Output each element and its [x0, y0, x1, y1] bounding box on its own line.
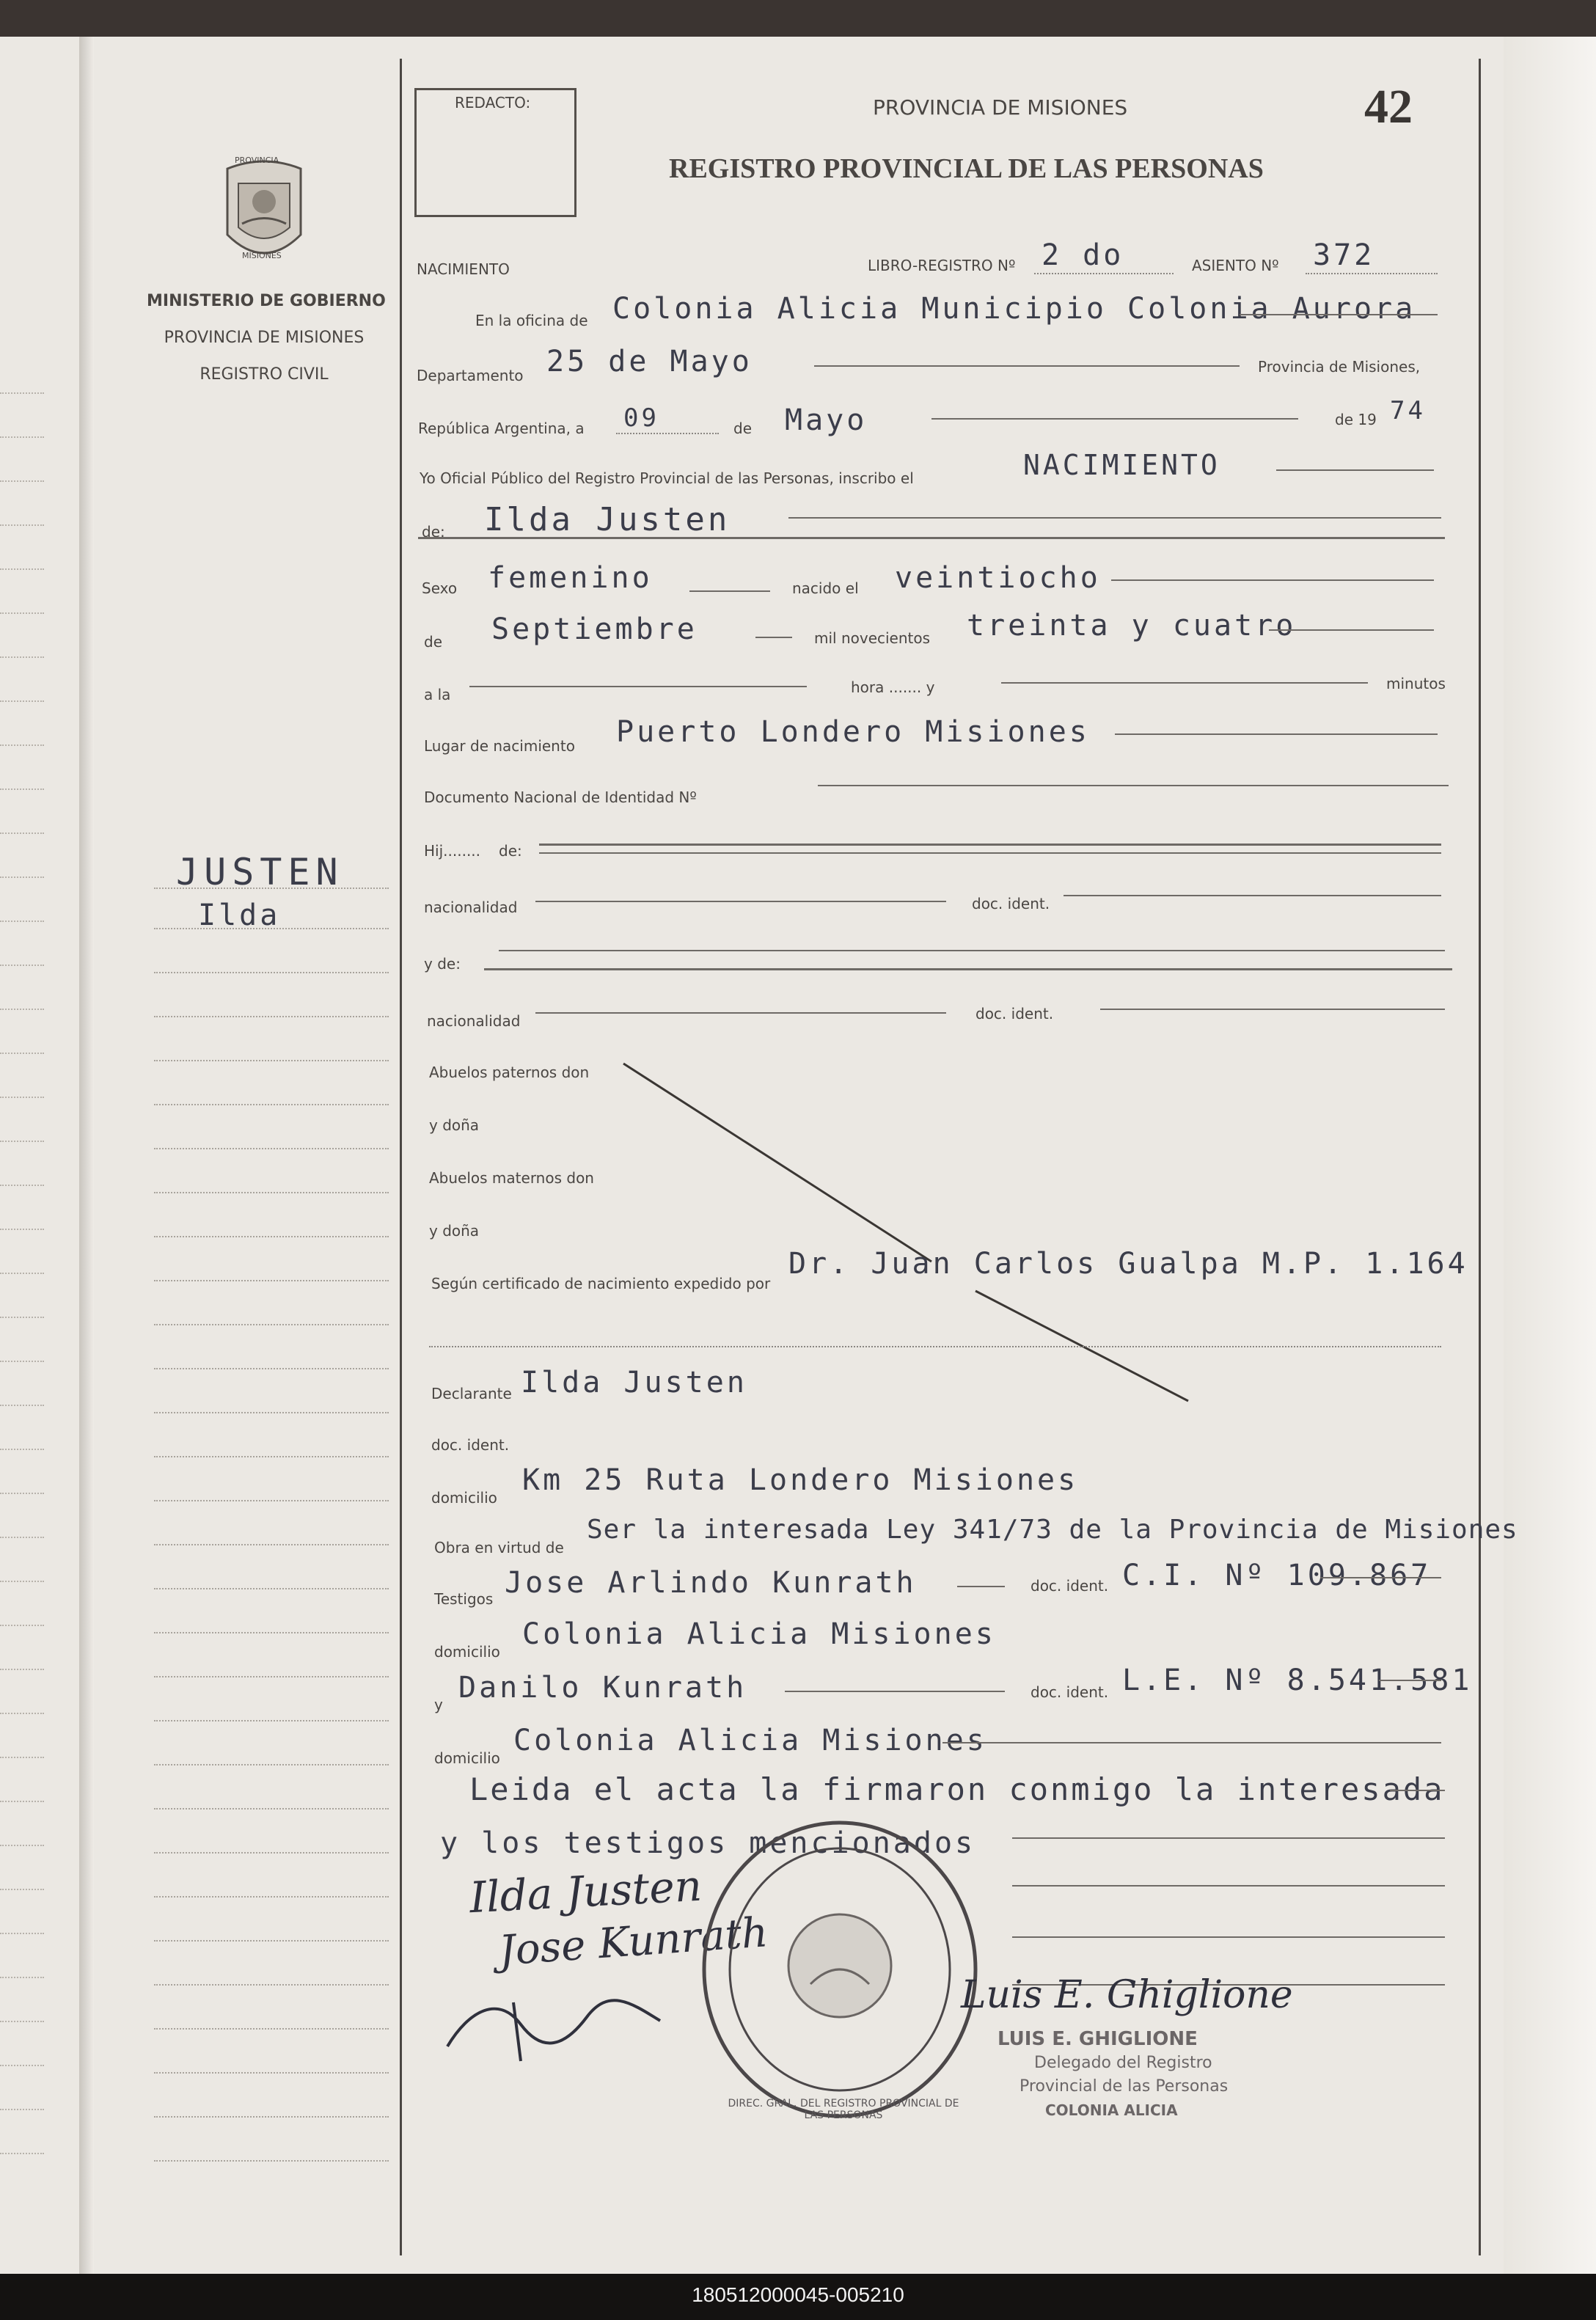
asiento-value: 372: [1313, 238, 1375, 272]
testigo1-domicilio-label: domicilio: [434, 1643, 500, 1661]
declarante-domicilio-value: Km 25 Ruta Londero Misiones: [522, 1463, 1079, 1497]
left-page-lines: [0, 0, 79, 2274]
registry-oval-seal: [693, 1815, 986, 2123]
nacionalidad-label-2: nacionalidad: [427, 1012, 521, 1030]
margin-surname: JUSTEN: [176, 851, 344, 893]
testigo1-doc-label: doc. ident.: [1031, 1577, 1109, 1595]
stamp-place: COLONIA ALICIA: [1045, 2101, 1178, 2119]
footer-image-id: 180512000045-005210: [692, 2283, 904, 2306]
doc-ident-label: doc. ident.: [972, 895, 1050, 912]
documento-label: Documento Nacional de Identidad Nº: [424, 788, 697, 806]
redacto-label: REDACTO:: [455, 94, 531, 111]
republica-label: República Argentina, a: [418, 420, 585, 437]
y-dona-label-2: y doña: [429, 1222, 480, 1240]
testigo2-value: Danilo Kunrath: [458, 1671, 747, 1705]
testigo2-domicilio-value: Colonia Alicia Misiones: [513, 1724, 987, 1757]
libro-value: 2 do: [1042, 238, 1124, 272]
anio-value: 74: [1390, 396, 1426, 425]
ministry-province: PROVINCIA DE MISIONES: [164, 329, 365, 347]
stamp-office: Provincial de las Personas: [1020, 2077, 1229, 2096]
seal-label-bottom: MISIONES: [242, 251, 282, 260]
margin-given-name: Ilda: [198, 899, 281, 932]
abuelos-paternos-label: Abuelos paternos don: [429, 1064, 590, 1081]
certificado-value: Dr. Juan Carlos Gualpa M.P. 1.164: [788, 1247, 1468, 1281]
y-label: y: [434, 1696, 443, 1713]
oficina-label: En la oficina de: [475, 312, 588, 329]
minutos-label: minutos: [1386, 675, 1446, 692]
libro-label: LIBRO-REGISTRO Nº: [868, 257, 1016, 274]
signature-testigo: Jose Kunrath: [497, 1909, 770, 1975]
signature-interesada: Ilda Justen: [468, 1860, 703, 1923]
testigo2-doc-value: L.E. Nº 8.541.581: [1122, 1664, 1473, 1697]
right-page-edge: [1504, 37, 1596, 2274]
official-signature: Luis E. Ghiglione: [961, 1973, 1293, 2017]
page-number: 42: [1364, 80, 1413, 133]
ministry-title: MINISTERIO DE GOBIERNO: [147, 292, 386, 310]
mil-label: mil novecientos: [814, 629, 931, 647]
declarante-doc-label: doc. ident.: [431, 1436, 510, 1454]
y-de-label: y de:: [424, 955, 461, 973]
certificado-label: Según certificado de nacimiento expedido por: [431, 1275, 771, 1292]
mes-value: Mayo: [785, 403, 868, 437]
oval-seal-text: DIREC. GRAL. DEL REGISTRO PROVINCIAL DE LAS PERSONAS: [728, 2098, 959, 2121]
book-spine-gutter: [79, 37, 94, 2274]
departamento-value: 25 de Mayo: [546, 345, 753, 378]
nombre-value: Ilda Justen: [484, 501, 731, 538]
closing-line-1: Leida el acta la firmaron conmigo la interesada: [469, 1771, 1445, 1807]
testigo1-doc-value: C.I. Nº 109.867: [1122, 1559, 1432, 1592]
stamp-name: LUIS E. GHIGLIONE: [997, 2028, 1198, 2050]
oficial-text: Yo Oficial Público del Registro Provincial de las Personas, inscribo el: [420, 469, 914, 487]
doc-ident-label-2: doc. ident.: [975, 1005, 1054, 1022]
oficina-value: Colonia Alicia Municipio Colonia Aurora: [612, 292, 1416, 326]
nacido-dia-value: veintiocho: [895, 561, 1101, 595]
hij-de-label: de:: [499, 842, 522, 860]
declarante-label: Declarante: [431, 1385, 512, 1402]
nacido-mes-value: Septiembre: [491, 612, 698, 646]
record-type-label: NACIMIENTO: [417, 260, 510, 278]
inscribe-value: NACIMIENTO: [1023, 449, 1220, 481]
province-title: PROVINCIA DE MISIONES: [873, 95, 1128, 120]
sexo-value: femenino: [488, 561, 653, 595]
de-label-2: de: [424, 633, 442, 651]
closing-line-2: y los testigos mencionados: [440, 1826, 976, 1860]
hij-label: Hij........: [424, 842, 481, 860]
cancellation-strike: [609, 1056, 1196, 1408]
provincia-label: Provincia de Misiones,: [1258, 358, 1421, 376]
departamento-label: Departamento: [417, 367, 524, 384]
seal-label-top: PROVINCIA: [235, 155, 279, 165]
nacido-label: nacido el: [792, 579, 859, 597]
nacido-anio-value: treinta y cuatro: [967, 609, 1297, 643]
sexo-label: Sexo: [422, 579, 458, 597]
stamp-title: Delegado del Registro: [1034, 2054, 1212, 2072]
a-la-label: a la: [424, 686, 451, 703]
declarante-domicilio-label: domicilio: [431, 1489, 497, 1507]
abuelos-maternos-label: Abuelos maternos don: [429, 1169, 594, 1187]
dia-value: 09: [623, 403, 659, 433]
registry-title: REGISTRO PROVINCIAL DE LAS PERSONAS: [669, 153, 1264, 184]
testigo1-domicilio-value: Colonia Alicia Misiones: [522, 1617, 996, 1651]
lugar-value: Puerto Londero Misiones: [616, 715, 1090, 749]
declarante-value: Ilda Justen: [521, 1366, 747, 1399]
y-dona-label: y doña: [429, 1116, 480, 1134]
de-colon-label: de:: [422, 523, 445, 541]
sidebar-lines: [154, 0, 396, 2274]
obra-value: Ser la interesada Ley 341/73 de la Provincia de Misiones: [587, 1515, 1518, 1545]
asiento-label: ASIENTO Nº: [1192, 257, 1279, 274]
signature-testigo-2-mark: [440, 1980, 675, 2068]
testigos-label: Testigos: [434, 1590, 494, 1608]
ministry-registry: REGISTRO CIVIL: [200, 365, 329, 384]
testigo2-doc-label: doc. ident.: [1031, 1683, 1109, 1701]
testigo2-domicilio-label: domicilio: [434, 1749, 500, 1767]
hora-label: hora ....... y: [851, 678, 935, 696]
obra-label: Obra en virtud de: [434, 1539, 564, 1556]
de-label: de: [733, 420, 752, 437]
anio-prefix: de 19: [1335, 411, 1377, 428]
testigo1-value: Jose Arlindo Kunrath: [505, 1566, 917, 1600]
nacionalidad-label: nacionalidad: [424, 899, 518, 916]
lugar-label: Lugar de nacimiento: [424, 737, 575, 755]
